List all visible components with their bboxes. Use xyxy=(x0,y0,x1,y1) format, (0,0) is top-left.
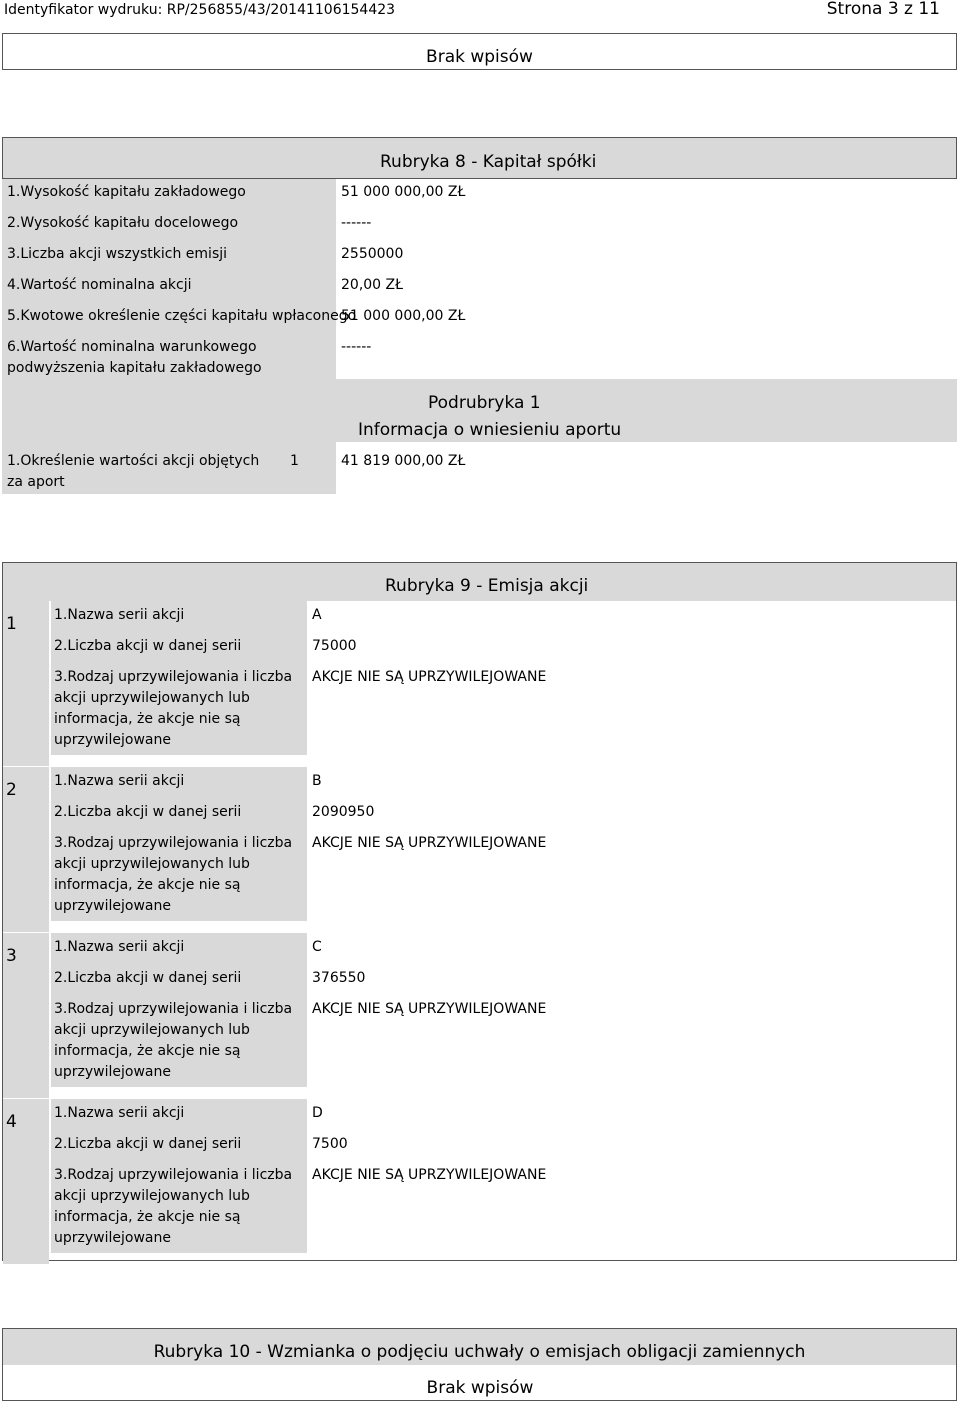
series-priv-value: AKCJE NIE SĄ UPRZYWILEJOWANE xyxy=(312,669,547,685)
series-number: 3 xyxy=(6,946,17,966)
field-value: 2550000 xyxy=(341,246,404,262)
series-priv-label: 3.Rodzaj uprzywilejowania i liczba akcji uprzywilejowanych lub informacja, że akcje nie są uprzywilejowane xyxy=(54,835,293,914)
series-name-value: D xyxy=(312,1105,323,1121)
series-priv-value: AKCJE NIE SĄ UPRZYWILEJOWANE xyxy=(312,1001,547,1017)
rubryka-10-no-entries: Brak wpisów xyxy=(426,1378,534,1398)
label-cell xyxy=(2,334,336,379)
previous-section-box xyxy=(2,33,957,70)
series-number: 1 xyxy=(6,614,17,634)
label-cell xyxy=(2,241,336,272)
series-count-value: 75000 xyxy=(312,638,357,654)
podrubryka-1-header xyxy=(2,379,957,442)
series-number: 4 xyxy=(6,1112,17,1132)
series-count-label: 2.Liczba akcji w danej serii xyxy=(54,1136,242,1152)
series-name-label: 1.Nazwa serii akcji xyxy=(54,607,185,623)
print-identifier: Identyfikator wydruku: RP/256855/43/20141106154423 xyxy=(4,2,396,18)
series-name-value: A xyxy=(312,607,322,623)
rubryka-9-header xyxy=(3,563,956,601)
series-priv-label: 3.Rodzaj uprzywilejowania i liczba akcji uprzywilejowanych lub informacja, że akcje nie są uprzywilejowane xyxy=(54,1001,293,1080)
series-priv-label: 3.Rodzaj uprzywilejowania i liczba akcji uprzywilejowanych lub informacja, że akcje nie są uprzywilejowane xyxy=(54,1167,293,1246)
field-label: 1.Wysokość kapitału zakładowego xyxy=(7,184,246,200)
series-count-label: 2.Liczba akcji w danej serii xyxy=(54,638,242,654)
series-name-label: 1.Nazwa serii akcji xyxy=(54,939,185,955)
rubryka-8-title: Rubryka 8 - Kapitał spółki xyxy=(380,152,597,172)
aport-label: 1.Określenie wartości akcji objętych za aport xyxy=(7,453,260,490)
field-label: 6.Wartość nominalna warunkowego podwyższenia kapitału zakładowego xyxy=(7,339,262,376)
series-name-label: 1.Nazwa serii akcji xyxy=(54,773,185,789)
field-label: 2.Wysokość kapitału docelowego xyxy=(7,215,239,231)
aport-number: 1 xyxy=(290,453,299,469)
series-count-value: 7500 xyxy=(312,1136,348,1152)
aport-value: 41 819 000,00 ZŁ xyxy=(341,453,466,469)
label-cell xyxy=(2,272,336,303)
field-value: ------ xyxy=(341,339,372,355)
page-number: Strona 3 z 11 xyxy=(826,0,940,19)
no-entries-text: Brak wpisów xyxy=(426,47,533,67)
series-count-value: 2090950 xyxy=(312,804,375,820)
series-priv-label: 3.Rodzaj uprzywilejowania i liczba akcji uprzywilejowanych lub informacja, że akcje nie są uprzywilejowane xyxy=(54,669,293,748)
rubryka-10-title: Rubryka 10 - Wzmianka o podjęciu uchwały o emisjach obligacji zamiennych xyxy=(153,1342,806,1362)
label-cell xyxy=(2,210,336,241)
series-name-value: C xyxy=(312,939,322,955)
field-value: ------ xyxy=(341,215,372,231)
podrubryka-1-title: Podrubryka 1 xyxy=(428,393,541,413)
field-label: 5.Kwotowe określenie części kapitału wpłaconego xyxy=(7,308,357,324)
field-value: 51 000 000,00 ZŁ xyxy=(341,184,466,200)
series-priv-value: AKCJE NIE SĄ UPRZYWILEJOWANE xyxy=(312,835,547,851)
series-priv-value: AKCJE NIE SĄ UPRZYWILEJOWANE xyxy=(312,1167,547,1183)
field-value: 20,00 ZŁ xyxy=(341,277,403,293)
podrubryka-1-subtitle: Informacja o wniesieniu aportu xyxy=(358,420,622,440)
field-label: 4.Wartość nominalna akcji xyxy=(7,277,192,293)
field-label: 3.Liczba akcji wszystkich emisji xyxy=(7,246,228,262)
label-cell xyxy=(2,179,336,210)
rubryka-8-header xyxy=(2,137,957,179)
series-number: 2 xyxy=(6,780,17,800)
series-count-label: 2.Liczba akcji w danej serii xyxy=(54,970,242,986)
rubryka-9-title: Rubryka 9 - Emisja akcji xyxy=(385,576,589,596)
aport-row xyxy=(2,442,336,494)
field-value: 51 000 000,00 ZŁ xyxy=(341,308,466,324)
rubryka-10-header xyxy=(3,1329,956,1365)
series-name-label: 1.Nazwa serii akcji xyxy=(54,1105,185,1121)
label-cell xyxy=(2,303,357,334)
series-name-value: B xyxy=(312,773,322,789)
series-count-value: 376550 xyxy=(312,970,366,986)
series-count-label: 2.Liczba akcji w danej serii xyxy=(54,804,242,820)
